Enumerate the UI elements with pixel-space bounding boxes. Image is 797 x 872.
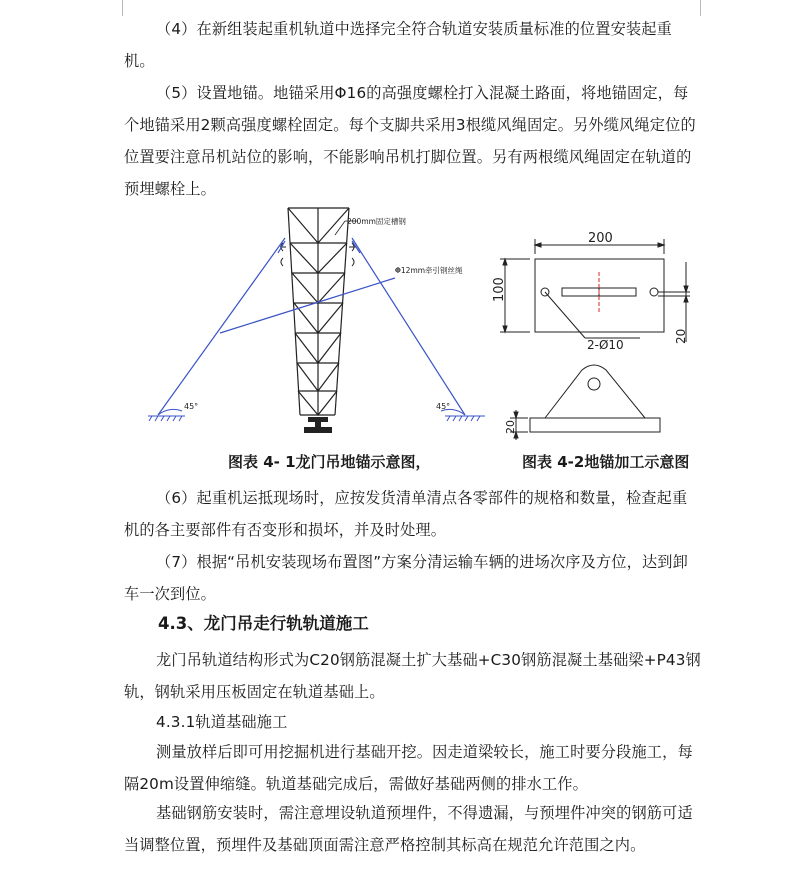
subsection-title: 4.3.1轨道基础施工: [156, 713, 288, 731]
angle-left: 45°: [184, 402, 199, 411]
paragraph-4: （4）在新组装起重机轨道中选择完全符合轨道安装质量标准的位置安装起重机。: [124, 20, 672, 70]
figure-anchor-fabrication: [490, 222, 705, 444]
figure-gantry-anchor: [140, 203, 500, 438]
label-channel: 200mm固定槽钢: [347, 217, 406, 226]
paragraph-5: （5）设置地锚。地锚采用Φ16的高强度螺栓打入混凝土路面，将地锚固定，每个地锚采用2颗高强度螺栓固定。每个支脚共采用3根缆风绳固定。另外缆风绳定位的位置要注意吊机站位的影响，不能影响吊机打脚位置。另有两根缆风绳固定在轨道的预埋螺栓上。: [124, 84, 696, 198]
elevation-view: [510, 365, 660, 440]
dim-height: 100: [492, 277, 507, 302]
dim-right: 20: [674, 328, 688, 344]
dim-width: 200: [588, 231, 613, 246]
rail-base: [304, 417, 332, 433]
label-rope: Φ12mm牵引钢丝绳: [395, 266, 463, 275]
paragraph-10: 基础钢筋安装时，需注意埋设轨道预埋件，不得遗漏，与预埋件冲突的钢筋可适当调整位置，预埋件及基础顶面需注意严格控制其标高在规范允许范围之内。: [124, 804, 693, 854]
angle-right: 45°: [436, 402, 451, 411]
figure1-caption: 图表 4- 1龙门吊地锚示意图，: [228, 453, 431, 471]
tower-frame: [288, 208, 349, 415]
crop-mark-left: [122, 0, 123, 16]
paragraph-6: （6）起重机运抵现场时，应按发货清单清点各零部件的规格和数量，检查起重机的各主要部件有否变形和损坏，并及时处理。: [124, 489, 688, 539]
paragraph-8: 龙门吊轨道结构形式为C20钢筋混凝土扩大基础+C30钢筋混凝土基础梁+P43钢轨，钢轨采用压板固定在轨道基础上。: [124, 651, 701, 701]
plan-view: [500, 239, 690, 342]
paragraph-9: 测量放样后即可用挖掘机进行基础开挖。因走道梁较长，施工时要分段施工，每隔20m设置伸缩缝。轨道基础完成后，需做好基础两侧的排水工作。: [124, 743, 693, 793]
guy-ropes: [158, 238, 465, 415]
dim-hole: 2-Ø10: [587, 338, 624, 352]
paragraph-7: （7）根据“吊机安装现场布置图”方案分清运输车辆的进场次序及方位，达到卸车一次到位。: [124, 553, 688, 603]
figure2-caption: 图表 4-2地锚加工示意图: [522, 453, 690, 471]
section-title: 4.3、龙门吊走行轨轨道施工: [158, 614, 369, 633]
dim-base: 20: [504, 420, 517, 434]
